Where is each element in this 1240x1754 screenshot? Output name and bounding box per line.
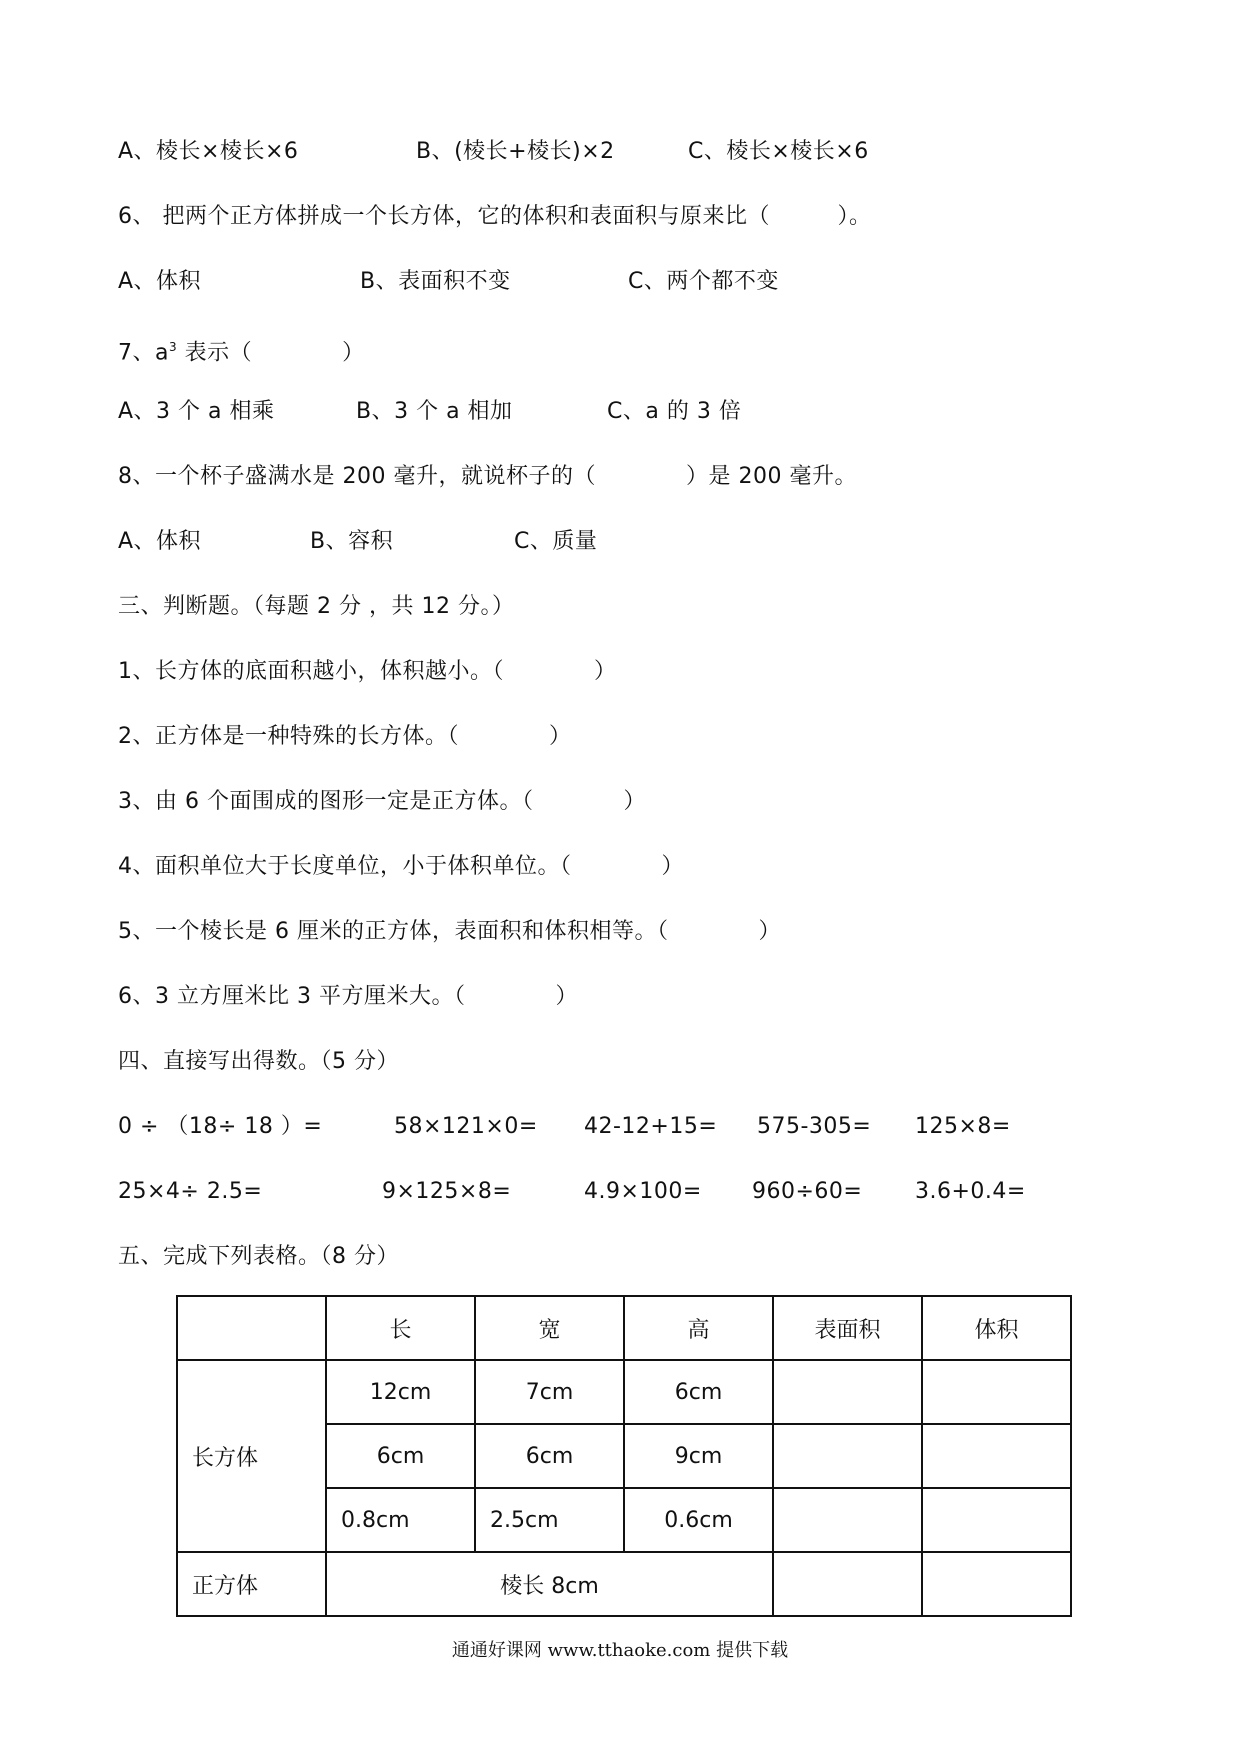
q5-option-b: B、(棱长+棱长)×2 — [416, 139, 615, 164]
table-header-cell: 体积 — [922, 1296, 1071, 1360]
table-cell: 6cm — [326, 1424, 475, 1488]
q6-option-c: C、两个都不变 — [628, 269, 779, 294]
q7-text — [118, 332, 365, 368]
section3-item-4: 4、面积单位大于长度单位，小于体积单位。（ ） — [118, 854, 684, 879]
section3-item-1: 1、长方体的底面积越小，体积越小。（ ） — [118, 659, 617, 684]
table-cell: 7cm — [475, 1360, 624, 1424]
q6-option-a: A、体积 — [118, 269, 202, 294]
table-header-cell: 高 — [624, 1296, 773, 1360]
answer-cell-volume[interactable] — [922, 1424, 1071, 1488]
answer-cell-volume[interactable] — [922, 1552, 1071, 1616]
cuboid-label: 长方体 — [177, 1360, 326, 1552]
table-cell: 6cm — [624, 1360, 773, 1424]
answer-cell-surface-area[interactable] — [773, 1424, 922, 1488]
dimensions-table — [176, 1295, 1072, 1617]
calc-item: 42-12+15= — [584, 1114, 718, 1139]
section3-item-2: 2、正方体是一种特殊的长方体。（ ） — [118, 724, 572, 749]
q8-option-a: A、体积 — [118, 529, 202, 554]
q7-option-a: A、3 个 a 相乘 — [118, 399, 275, 424]
calc-item: 3.6+0.4= — [915, 1179, 1026, 1204]
section3-item-3: 3、由 6 个面围成的图形一定是正方体。（ ） — [118, 789, 646, 814]
table-cell: 12cm — [326, 1360, 475, 1424]
answer-cell-surface-area[interactable] — [773, 1360, 922, 1424]
q7-prefix: 7、a — [118, 340, 169, 366]
table-header-cell — [177, 1296, 326, 1360]
calc-item: 9×125×8= — [382, 1179, 512, 1204]
q5-option-a: A、棱长×棱长×6 — [118, 139, 299, 164]
table-header-cell: 长 — [326, 1296, 475, 1360]
answer-cell-surface-area[interactable] — [773, 1552, 922, 1616]
page-footer: 通通好课网 www.tthaoke.com 提供下载 — [451, 1640, 789, 1661]
calc-item: 125×8= — [915, 1114, 1011, 1139]
table-cell: 6cm — [475, 1424, 624, 1488]
calc-item: 960÷60= — [752, 1179, 863, 1204]
table-cell: 2.5cm — [475, 1488, 624, 1552]
answer-cell-volume[interactable] — [922, 1488, 1071, 1552]
q8-option-c: C、质量 — [514, 529, 598, 554]
table-cell: 0.8cm — [326, 1488, 475, 1552]
calc-item: 25×4÷ 2.5= — [118, 1179, 263, 1204]
calc-item: 0 ÷ （18÷ 18 ）= — [118, 1114, 323, 1139]
section5-title: 五、完成下列表格。（8 分） — [118, 1244, 399, 1269]
section3-item-6: 6、3 立方厘米比 3 平方厘米大。（ ） — [118, 984, 578, 1009]
cube-edge: 棱长 8cm — [326, 1552, 773, 1616]
q6-option-b: B、表面积不变 — [360, 269, 511, 294]
calc-item: 575-305= — [757, 1114, 872, 1139]
section3-title: 三、判断题。（每题 2 分 ，共 12 分。） — [118, 594, 515, 619]
table-header-row — [177, 1296, 1071, 1360]
q6-text: 6、 把两个正方体拼成一个长方体，它的体积和表面积与原来比（ ）。 — [118, 204, 872, 229]
q7-suffix: 表示（ ） — [177, 340, 365, 366]
table-cell: 9cm — [624, 1424, 773, 1488]
answer-cell-surface-area[interactable] — [773, 1488, 922, 1552]
q7-option-c: C、a 的 3 倍 — [607, 399, 742, 424]
section4-title: 四、直接写出得数。（5 分） — [118, 1049, 399, 1074]
table-row — [177, 1552, 1071, 1616]
q5-option-c: C、棱长×棱长×6 — [688, 139, 869, 164]
table-header-cell: 宽 — [475, 1296, 624, 1360]
q8-text: 8、一个杯子盛满水是 200 毫升，就说杯子的（ ）是 200 毫升。 — [118, 464, 857, 489]
calc-item: 58×121×0= — [394, 1114, 538, 1139]
cube-label: 正方体 — [177, 1552, 326, 1616]
table-cell: 0.6cm — [624, 1488, 773, 1552]
q8-option-b: B、容积 — [310, 529, 394, 554]
q7-exponent: 3 — [168, 340, 178, 354]
answer-cell-volume[interactable] — [922, 1360, 1071, 1424]
calc-item: 4.9×100= — [584, 1179, 702, 1204]
table-row — [177, 1360, 1071, 1424]
q7-option-b: B、3 个 a 相加 — [356, 399, 513, 424]
section3-item-5: 5、一个棱长是 6 厘米的正方体，表面积和体积相等。（ ） — [118, 919, 781, 944]
table-header-cell: 表面积 — [773, 1296, 922, 1360]
